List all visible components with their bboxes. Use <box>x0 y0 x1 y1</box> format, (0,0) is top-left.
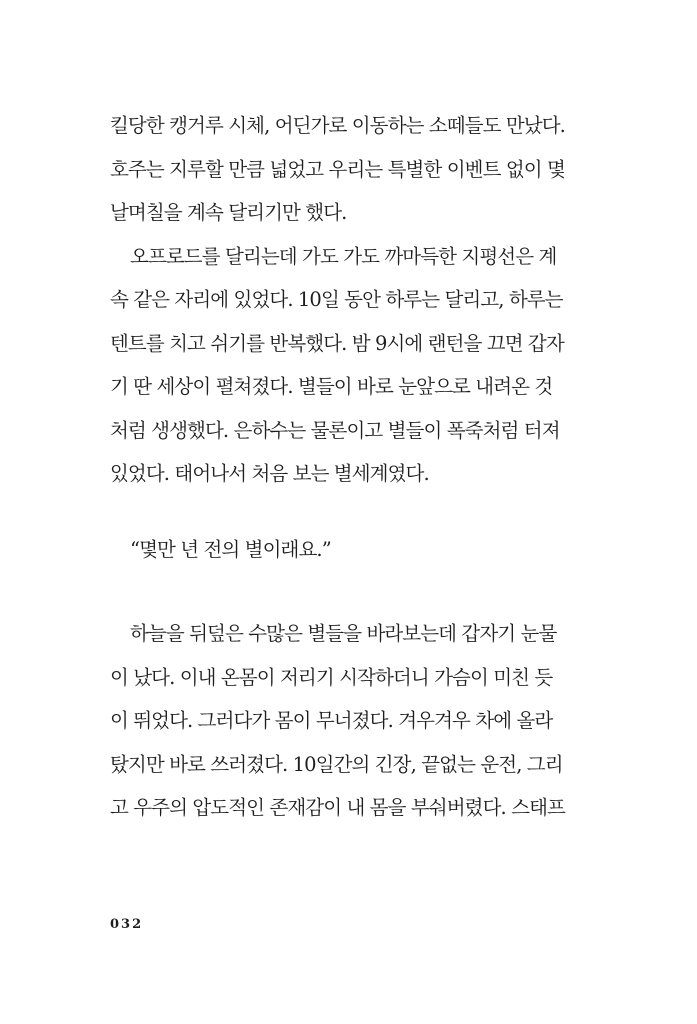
quote-line: “몇만 년 전의 별이래요.” <box>130 538 331 561</box>
body-text-block-2 <box>110 612 580 830</box>
text-line: 있었다. 태어나서 처음 보는 별세계였다. <box>110 462 429 485</box>
text-line: 고 우주의 압도적인 존재감이 내 몸을 부숴버렸다. 스태프 <box>110 796 565 819</box>
text-line: 탔지만 바로 쓰러졌다. 10일간의 긴장, 끝없는 운전, 그리 <box>110 752 563 776</box>
text-line: 처럼 생생했다. 은하수는 물론이고 별들이 폭죽처럼 터져 <box>110 418 560 442</box>
text-line: 이 났다. 이내 온몸이 저리기 시작하더니 가슴이 미친 듯 <box>110 665 553 689</box>
text-line: 하늘을 뒤덮은 수많은 별들을 바라보는데 갑자기 눈물 <box>130 622 557 645</box>
text-line: 기 딴 세상이 펼쳐졌다. 별들이 바로 눈앞으로 내려온 것 <box>110 375 553 398</box>
page-number: 032 <box>110 917 144 932</box>
text-line: 호주는 지루할 만큼 넓었고 우리는 특별한 이벤트 없이 몇 <box>110 157 565 181</box>
text-line: 이 뛰었다. 그러다가 몸이 무너졌다. 겨우겨우 차에 올라 <box>110 709 553 732</box>
body-text-block-1 <box>110 104 580 496</box>
text-line: 속 같은 자리에 있었다. 10일 동안 하루는 달리고, 하루는 <box>110 288 563 311</box>
text-line: 날며칠을 계속 달리기만 했다. <box>110 201 347 224</box>
text-line: 텐트를 치고 쉬기를 반복했다. 밤 9시에 랜턴을 끄면 갑자 <box>110 331 564 355</box>
text-line: 킬당한 캥거루 시체, 어딘가로 이동하는 소떼들도 만났다. <box>110 114 565 137</box>
quote-block <box>110 528 580 572</box>
text-line: 오프로드를 달리는데 가도 가도 까마득한 지평선은 계 <box>130 244 557 268</box>
